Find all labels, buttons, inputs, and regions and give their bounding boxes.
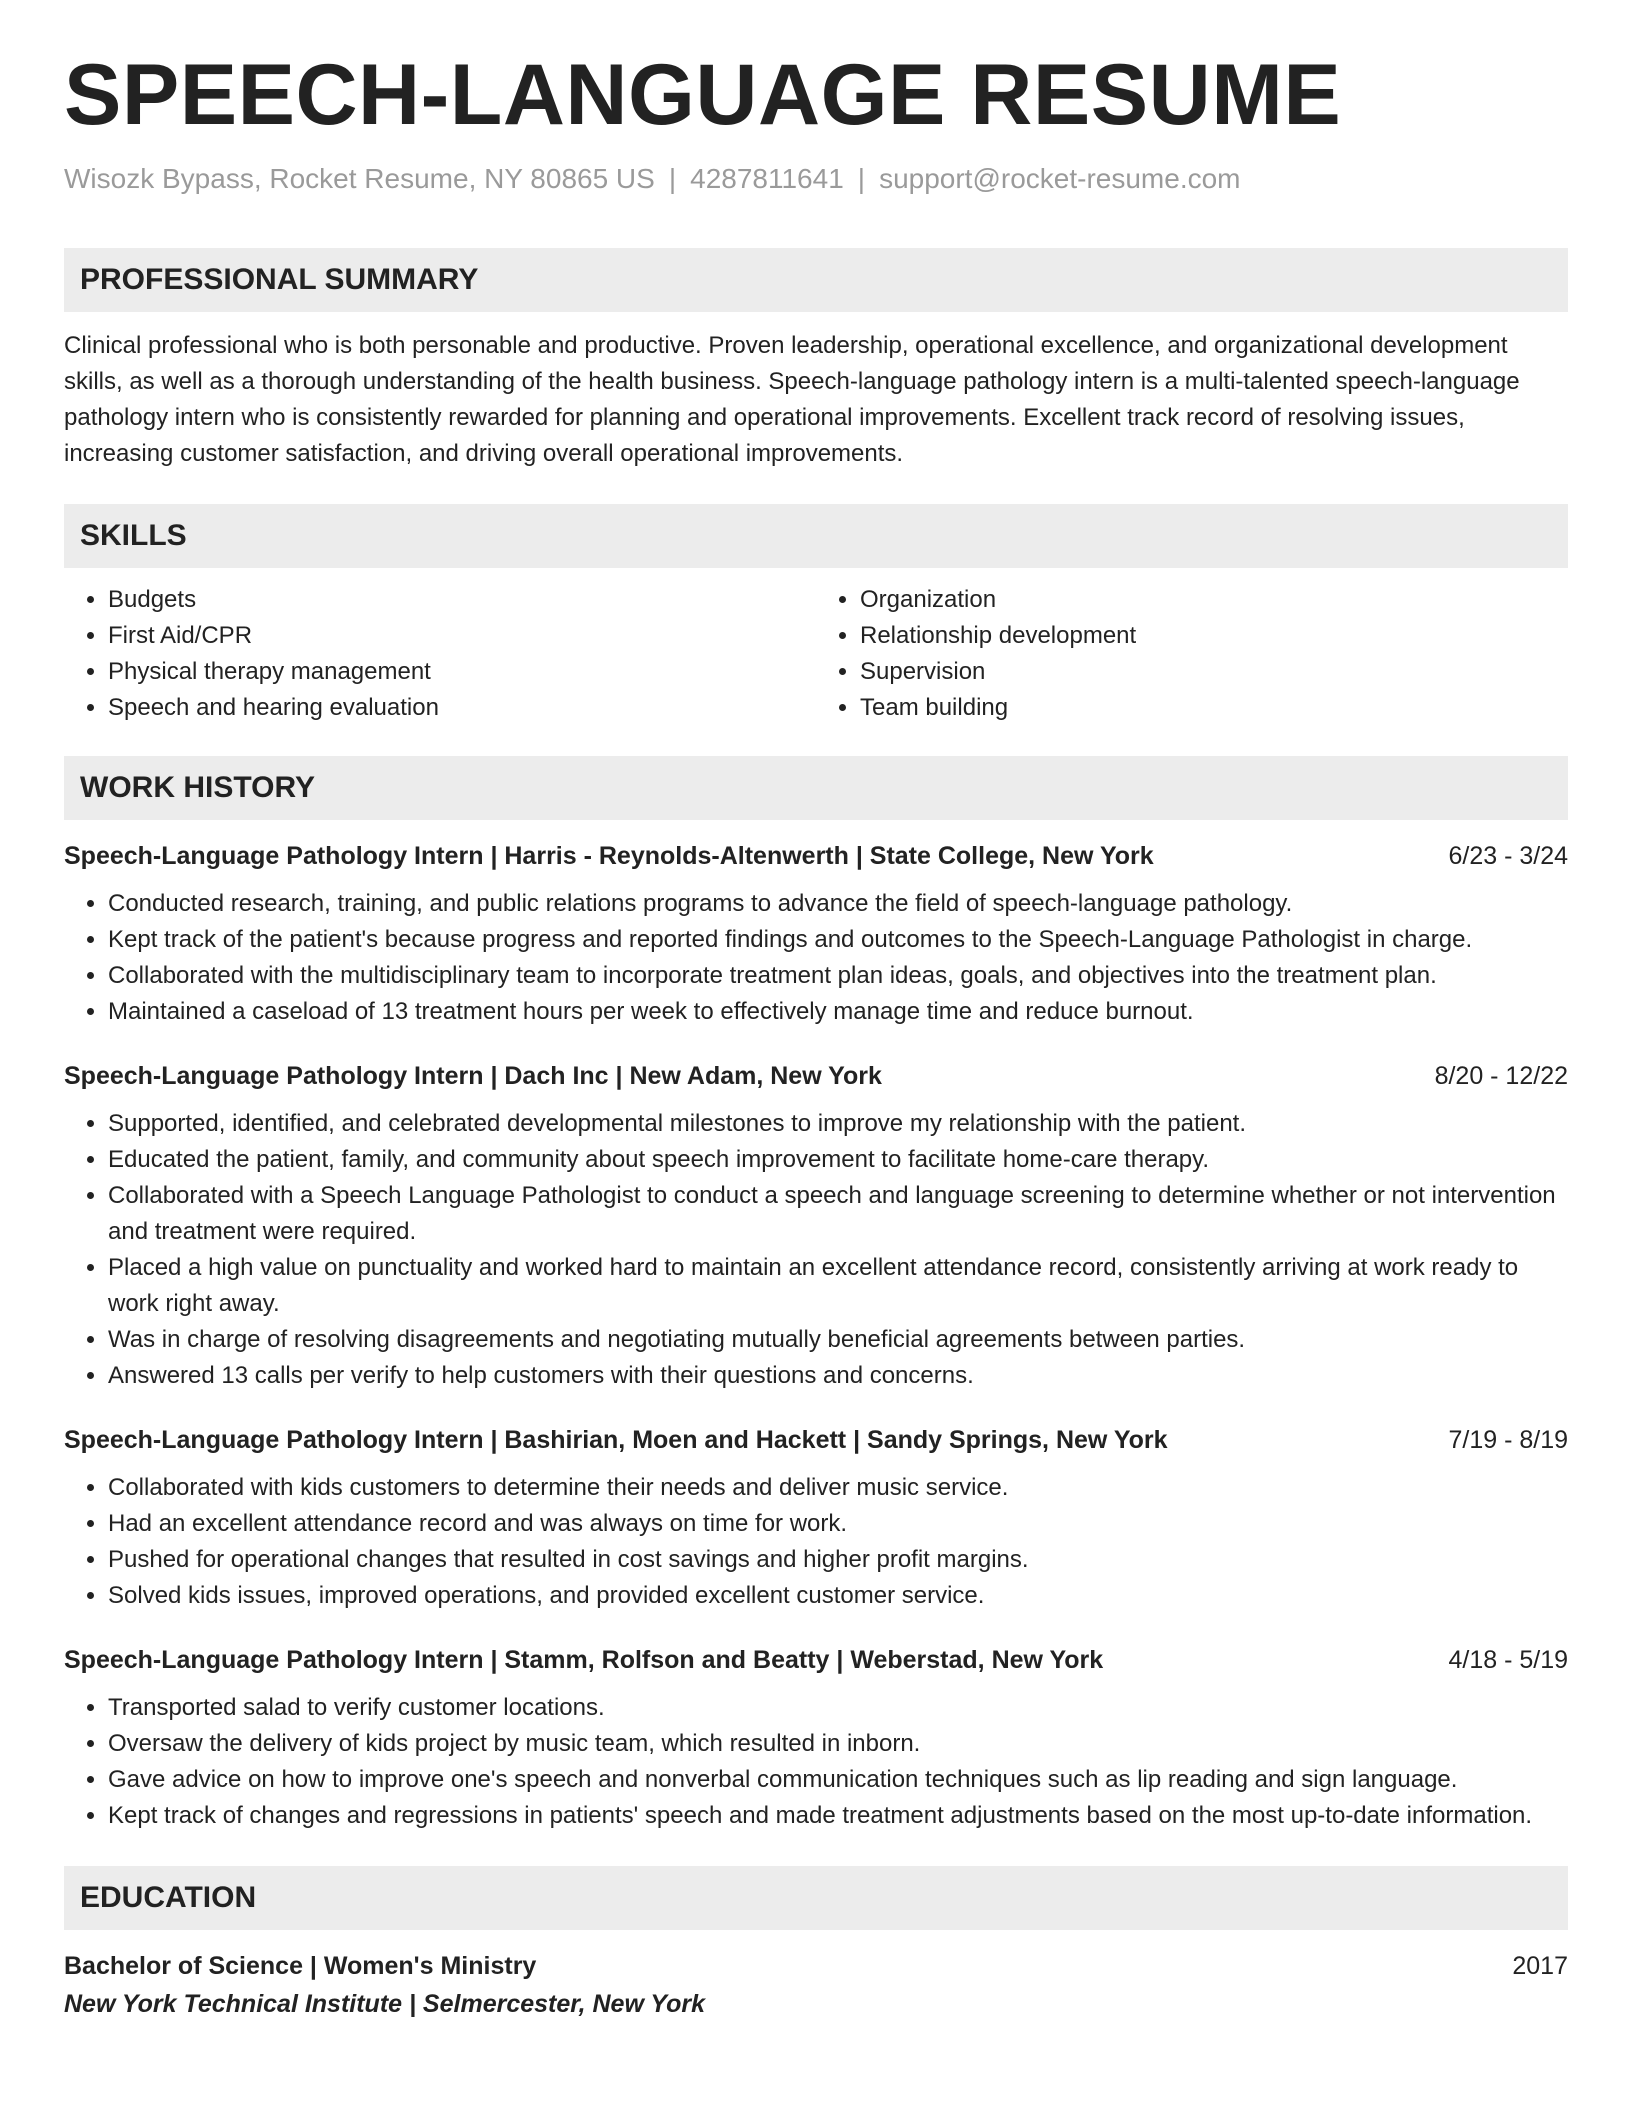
job-header (64, 838, 1568, 874)
contact-phone: 4287811641 (690, 163, 844, 194)
education-school: New York Technical Institute | Selmercester, New York (64, 1989, 706, 2018)
skills-grid (64, 582, 1568, 726)
job-bullet: • Transported salad to verify customer locations. (108, 1690, 1568, 1726)
job-entry (64, 1058, 1568, 1394)
job-bullet: • Was in charge of resolving disagreements and negotiating mutually beneficial agreements between parties. (108, 1322, 1568, 1358)
job-entry (64, 838, 1568, 1030)
job-bullet: • Kept track of changes and regressions in patients' speech and made treatment adjustments based on the most up-to-date information. (108, 1798, 1568, 1834)
job-title: Speech-Language Pathology Intern | Stamm, Rolfson and Beatty | Weberstad, New York (64, 1645, 1104, 1674)
skill-item: • Budgets (108, 582, 816, 618)
job-entry (64, 1642, 1568, 1834)
job-bullet: • Gave advice on how to improve one's speech and nonverbal communication techniques such as lip reading and sign language. (108, 1762, 1568, 1798)
contact-separator: | (668, 163, 677, 194)
job-bullets (64, 1470, 1568, 1614)
skill-item: • Speech and hearing evaluation (108, 690, 816, 726)
job-bullets (64, 1690, 1568, 1834)
job-dates: 8/20 - 12/22 (1434, 1061, 1568, 1090)
job-bullet: • Supported, identified, and celebrated developmental milestones to improve my relationship with the patient. (108, 1106, 1568, 1142)
job-bullet: • Placed a high value on punctuality and worked hard to maintain an excellent attendance record, consistently arriving at work ready to work right away. (108, 1250, 1568, 1322)
job-bullet: • Pushed for operational changes that resulted in cost savings and higher profit margins. (108, 1542, 1568, 1578)
skill-item: • Organization (860, 582, 1568, 618)
job-bullet: • Maintained a caseload of 13 treatment hours per week to effectively manage time and reduce burnout. (108, 994, 1568, 1030)
job-dates: 4/18 - 5/19 (1448, 1645, 1568, 1674)
job-bullet: • Solved kids issues, improved operations, and provided excellent customer service. (108, 1578, 1568, 1614)
section-heading: PROFESSIONAL SUMMARY (64, 248, 1568, 312)
section-heading: SKILLS (64, 504, 1568, 568)
education-degree: Bachelor of Science | Women's Ministry (64, 1951, 537, 1980)
skill-item: • Physical therapy management (108, 654, 816, 690)
job-bullets (64, 1106, 1568, 1394)
job-header (64, 1422, 1568, 1458)
skill-item: • First Aid/CPR (108, 618, 816, 654)
contact-email[interactable]: support@rocket-resume.com (879, 163, 1241, 194)
contact-separator: | (857, 163, 866, 194)
job-dates: 7/19 - 8/19 (1448, 1425, 1568, 1454)
skill-item: • Team building (860, 690, 1568, 726)
job-bullet: • Conducted research, training, and public relations programs to advance the field of speech-language pathology. (108, 886, 1568, 922)
education-section (64, 1866, 1568, 2024)
work-history-section (64, 756, 1568, 1834)
skill-item: • Supervision (860, 654, 1568, 690)
job-bullets (64, 886, 1568, 1030)
education-year: 2017 (1512, 1951, 1568, 1980)
job-bullet: • Collaborated with kids customers to determine their needs and deliver music service. (108, 1470, 1568, 1506)
resume-title: SPEECH-LANGUAGE RESUME (64, 47, 1342, 143)
job-header (64, 1642, 1568, 1678)
job-bullet: • Educated the patient, family, and community about speech improvement to facilitate home-care therapy. (108, 1142, 1568, 1178)
skills-list-right (816, 582, 1568, 726)
contact-address: Wisozk Bypass, Rocket Resume, NY 80865 US (64, 163, 655, 194)
job-title: Speech-Language Pathology Intern | Dach Inc | New Adam, New York (64, 1061, 882, 1090)
summary-text: Clinical professional who is both personable and productive. Proven leadership, operational excellence, and organizational development skills, as well as a thorough understanding of the health business. Speech-language pathology intern is a multi-talented speech-language pathology intern who is consistently rewarded for planning and operational improvements. Excellent track record of resolving issues, increasing customer satisfaction, and driving overall operational improvements. (64, 331, 1520, 467)
job-bullet: • Answered 13 calls per verify to help customers with their questions and concerns. (108, 1358, 1568, 1394)
skills-section (64, 504, 1568, 726)
job-bullet: • Oversaw the delivery of kids project by music team, which resulted in inborn. (108, 1726, 1568, 1762)
job-entry (64, 1422, 1568, 1614)
job-title: Speech-Language Pathology Intern | Harris - Reynolds-Altenwerth | State College, New York (64, 841, 1154, 870)
section-heading: WORK HISTORY (64, 756, 1568, 820)
contact-line (64, 162, 1568, 196)
education-header (64, 1948, 1568, 1984)
professional-summary-section (64, 248, 1568, 472)
job-bullet: • Collaborated with the multidisciplinary team to incorporate treatment plan ideas, goals, and objectives into the treatment plan. (108, 958, 1568, 994)
job-dates: 6/23 - 3/24 (1448, 841, 1568, 870)
job-bullet: • Collaborated with a Speech Language Pathologist to conduct a speech and language screening to determine whether or not intervention and treatment were required. (108, 1178, 1568, 1250)
job-bullet: • Kept track of the patient's because progress and reported findings and outcomes to the Speech-Language Pathologist in charge. (108, 922, 1568, 958)
job-title: Speech-Language Pathology Intern | Bashirian, Moen and Hackett | Sandy Springs, New York (64, 1425, 1168, 1454)
skills-list-left (64, 582, 816, 726)
section-heading: EDUCATION (64, 1866, 1568, 1930)
skill-item: • Relationship development (860, 618, 1568, 654)
job-bullet: • Had an excellent attendance record and was always on time for work. (108, 1506, 1568, 1542)
job-header (64, 1058, 1568, 1094)
education-entry (64, 1948, 1568, 2024)
